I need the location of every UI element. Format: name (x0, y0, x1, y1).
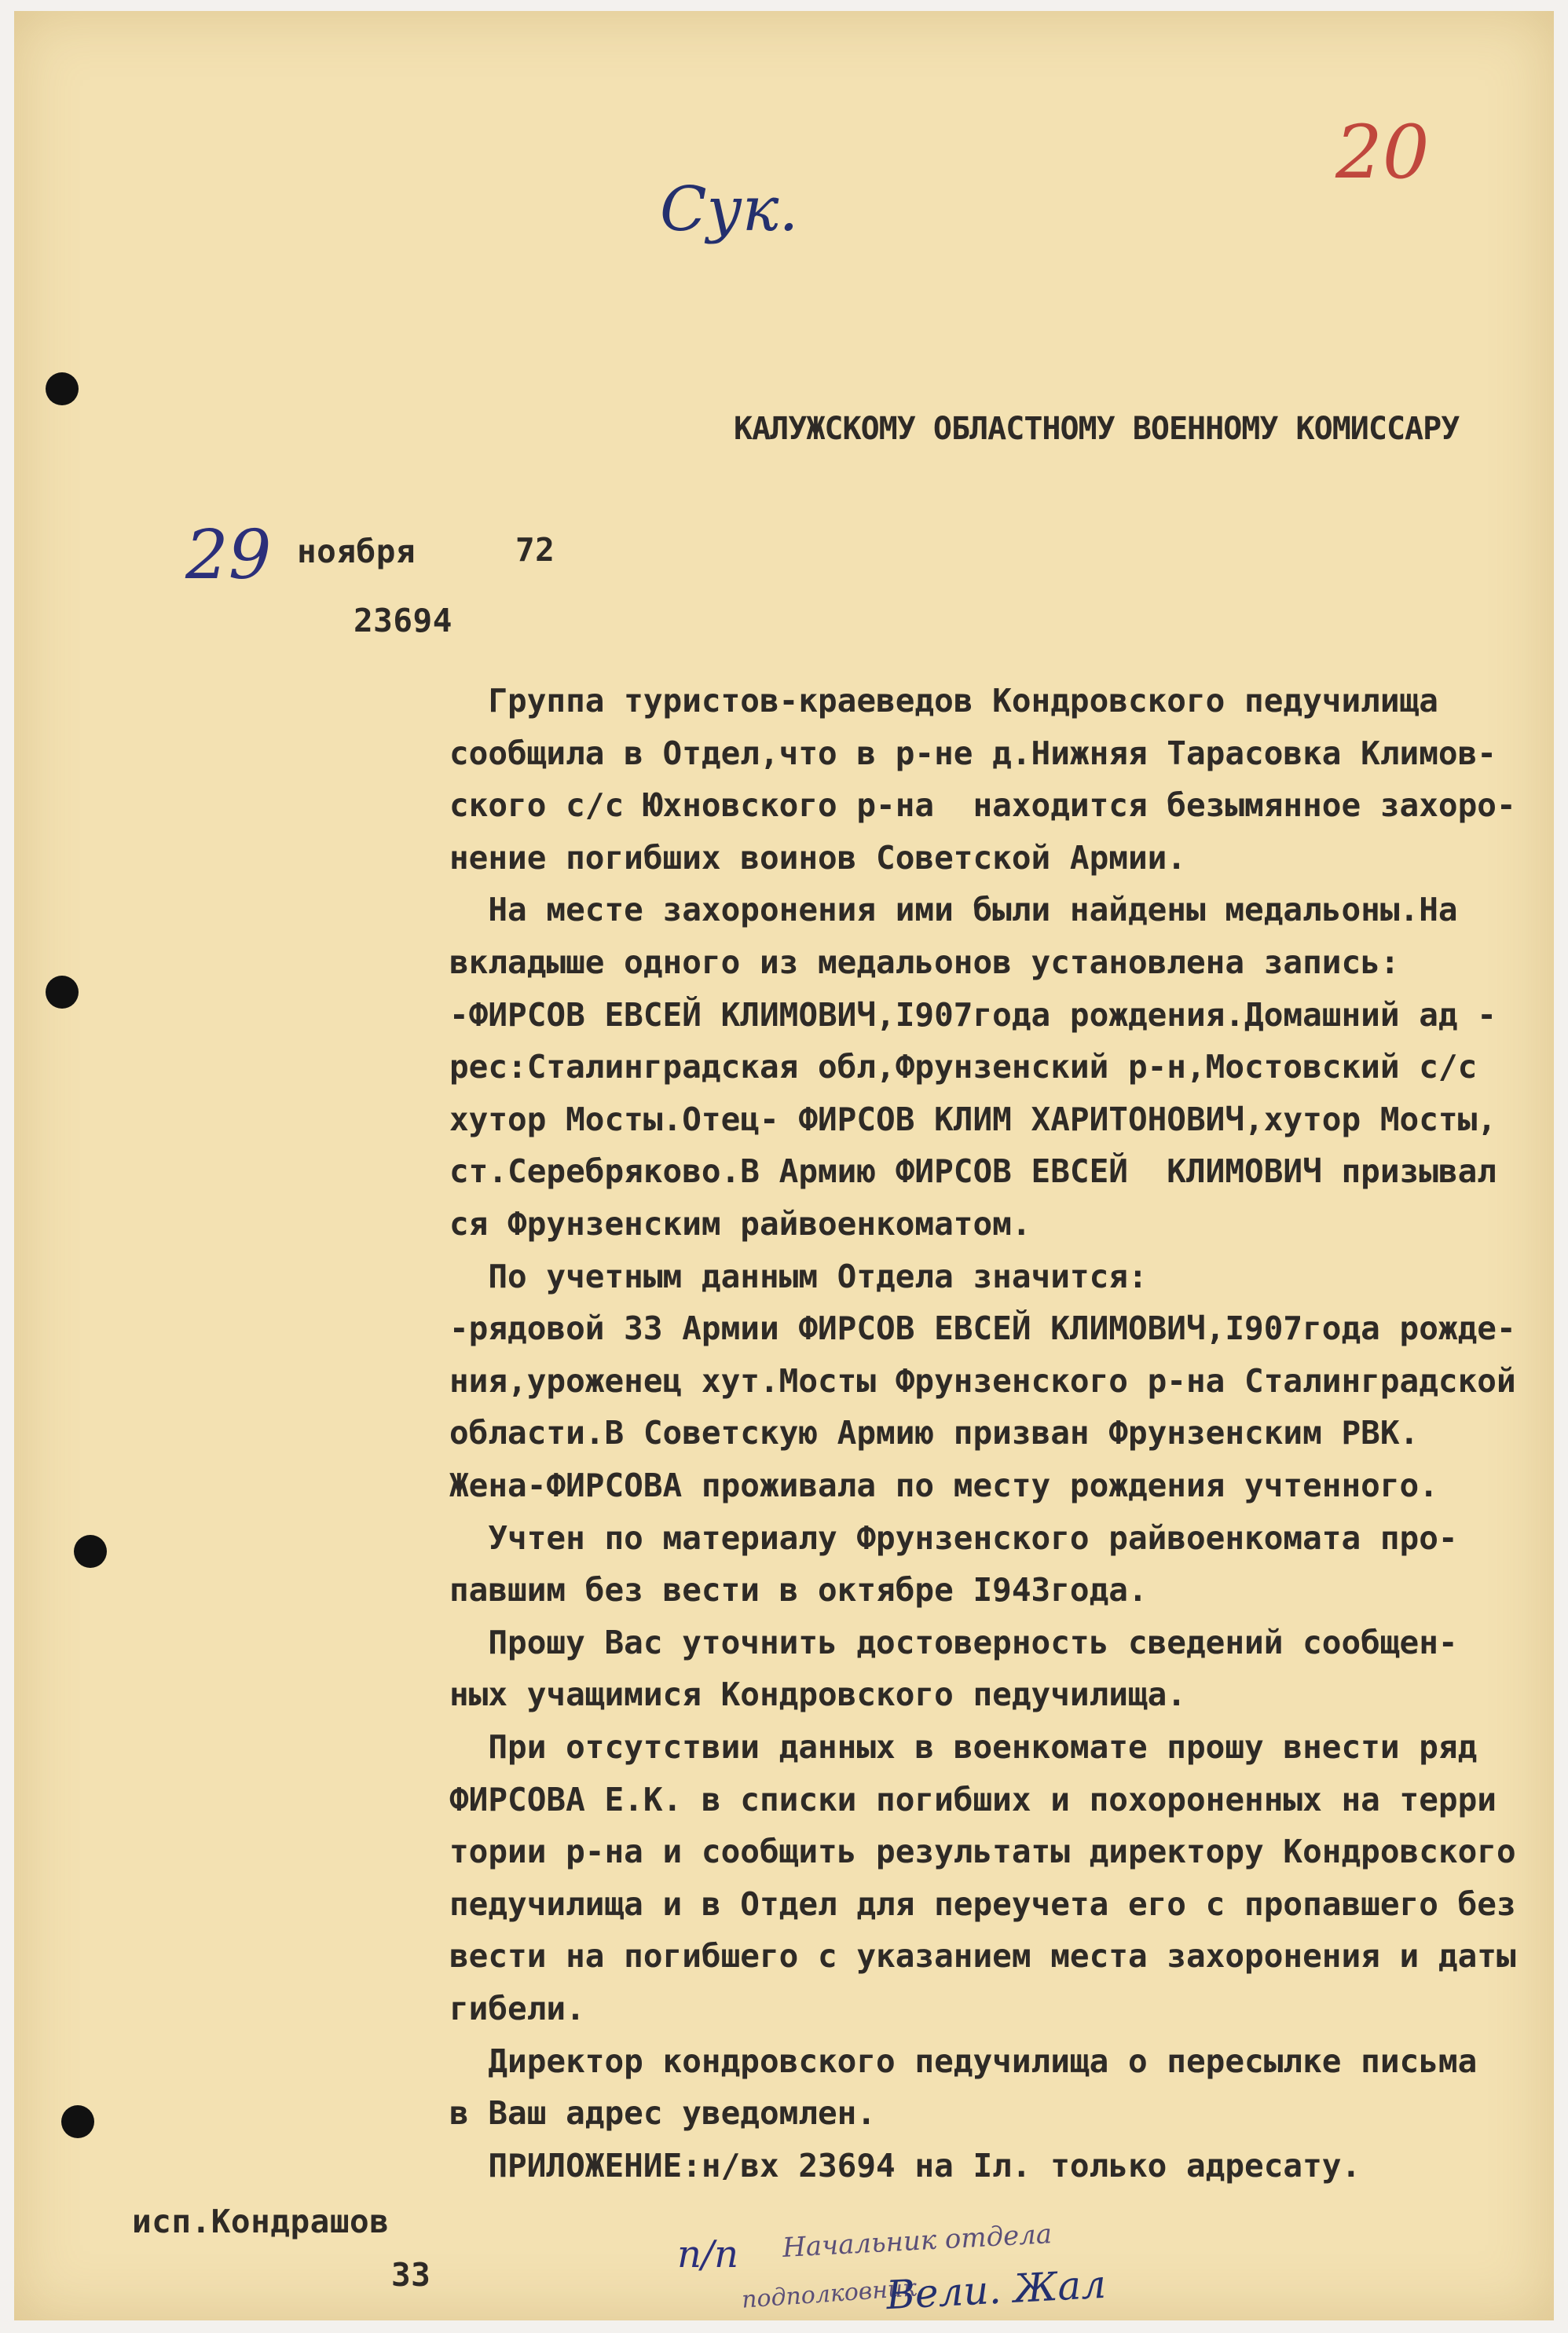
body-line: ского с/с Юхновского р-на находится безымянное захоро- (449, 786, 1516, 824)
body-line: ст.Серебряково.В Армию ФИРСОВ ЕВСЕЙ КЛИМОВИЧ призывал (449, 1152, 1497, 1190)
date-year: 72 (515, 531, 555, 569)
body-line: педучилища и в Отдел для переучета его с пропавшего без (449, 1885, 1516, 1923)
executor: исп.Кондрашов (132, 2203, 390, 2240)
body-line: сообщила в Отдел,что в р-не д.Нижняя Тарасовка Климов- (449, 734, 1497, 772)
body-line: вести на погибшего с указанием места захоронения и даты (449, 1937, 1516, 1975)
body-line: в Ваш адрес уведомлен. (449, 2094, 877, 2132)
body-line: Директор кондровского педучилища о пересылке письма (449, 2042, 1478, 2080)
body-line: ся Фрунзенским райвоенкоматом. (449, 1205, 1031, 1243)
body-line: ПРИЛОЖЕНИЕ:н/вх 23694 на Iл. только адресату. (449, 2147, 1361, 2185)
body-line: -рядовой 33 Армии ФИРСОВ ЕВСЕЙ КЛИМОВИЧ,I907года рожде- (449, 1309, 1516, 1347)
body-line: Жена-ФИРСОВА проживала по месту рождения учтенного. (449, 1467, 1438, 1504)
body-line: Учтен по материалу Фрунзенского райвоенкомата про- (449, 1519, 1458, 1557)
body-line: На месте захоронения ими были найдены медальоны.На (449, 891, 1458, 928)
addressee: КАЛУЖСКОМУ ОБЛАСТНОМУ ВОЕННОМУ КОМИССАРУ (734, 411, 1460, 447)
body-line: ных учащимися Кондровского педучилища. (449, 1676, 1186, 1713)
body-line: павшим без вести в октябре I943года. (449, 1571, 1148, 1609)
signatory-title: Начальник отдела (782, 2218, 1053, 2264)
date-day: 29 (185, 516, 272, 595)
handwritten-top-note: Сук. (660, 174, 799, 245)
punch-hole (74, 1535, 107, 1568)
body-line: нение погибших воинов Советской Армии. (449, 839, 1186, 877)
body-line: области.В Советскую Армию призван Фрунзенским РВК. (449, 1414, 1420, 1452)
signatory-rank: подполковник (741, 2274, 918, 2314)
date-month: ноября (297, 533, 416, 570)
body-line: Группа туристов-краеведов Кондровского педучилища (449, 682, 1438, 720)
body-line: ФИРСОВА Е.К. в списки погибших и похороненных на терри (449, 1781, 1497, 1818)
body-line: ния,уроженец хут.Мосты Фрунзенского р-на Сталинградской (449, 1362, 1516, 1400)
sheet-number: 20 (1335, 110, 1430, 196)
body-line: тории р-на и сообщить результаты директору Кондровского (449, 1833, 1516, 1870)
signature-pp: п/п (677, 2232, 738, 2276)
punch-hole (61, 2105, 94, 2138)
body-line: Прошу Вас уточнить достоверность сведений сообщен- (449, 1624, 1458, 1661)
body-line: хутор Мосты.Отец- ФИРСОВ КЛИМ ХАРИТОНОВИЧ,хутор Мосты, (449, 1101, 1497, 1138)
body-line: -ФИРСОВ ЕВСЕЙ КЛИМОВИЧ,I907года рождения.Домашний ад - (449, 996, 1497, 1034)
punch-hole (46, 372, 79, 405)
copy-count: 33 (391, 2256, 431, 2294)
body-line: гибели. (449, 1990, 585, 2027)
reference-number: 23694 (354, 602, 452, 639)
handwritten-signature: Вели. Жал (885, 2261, 1108, 2319)
body-line: По учетным данным Отдела значится: (449, 1258, 1148, 1295)
body-line: При отсутствии данных в военкомате прошу внести ряд (449, 1728, 1478, 1766)
punch-hole (46, 976, 79, 1009)
body-line: вкладыше одного из медальонов установлена запись: (449, 943, 1400, 981)
body-line: рес:Сталинградская обл,Фрунзенский р-н,Мостовский с/с (449, 1048, 1478, 1086)
